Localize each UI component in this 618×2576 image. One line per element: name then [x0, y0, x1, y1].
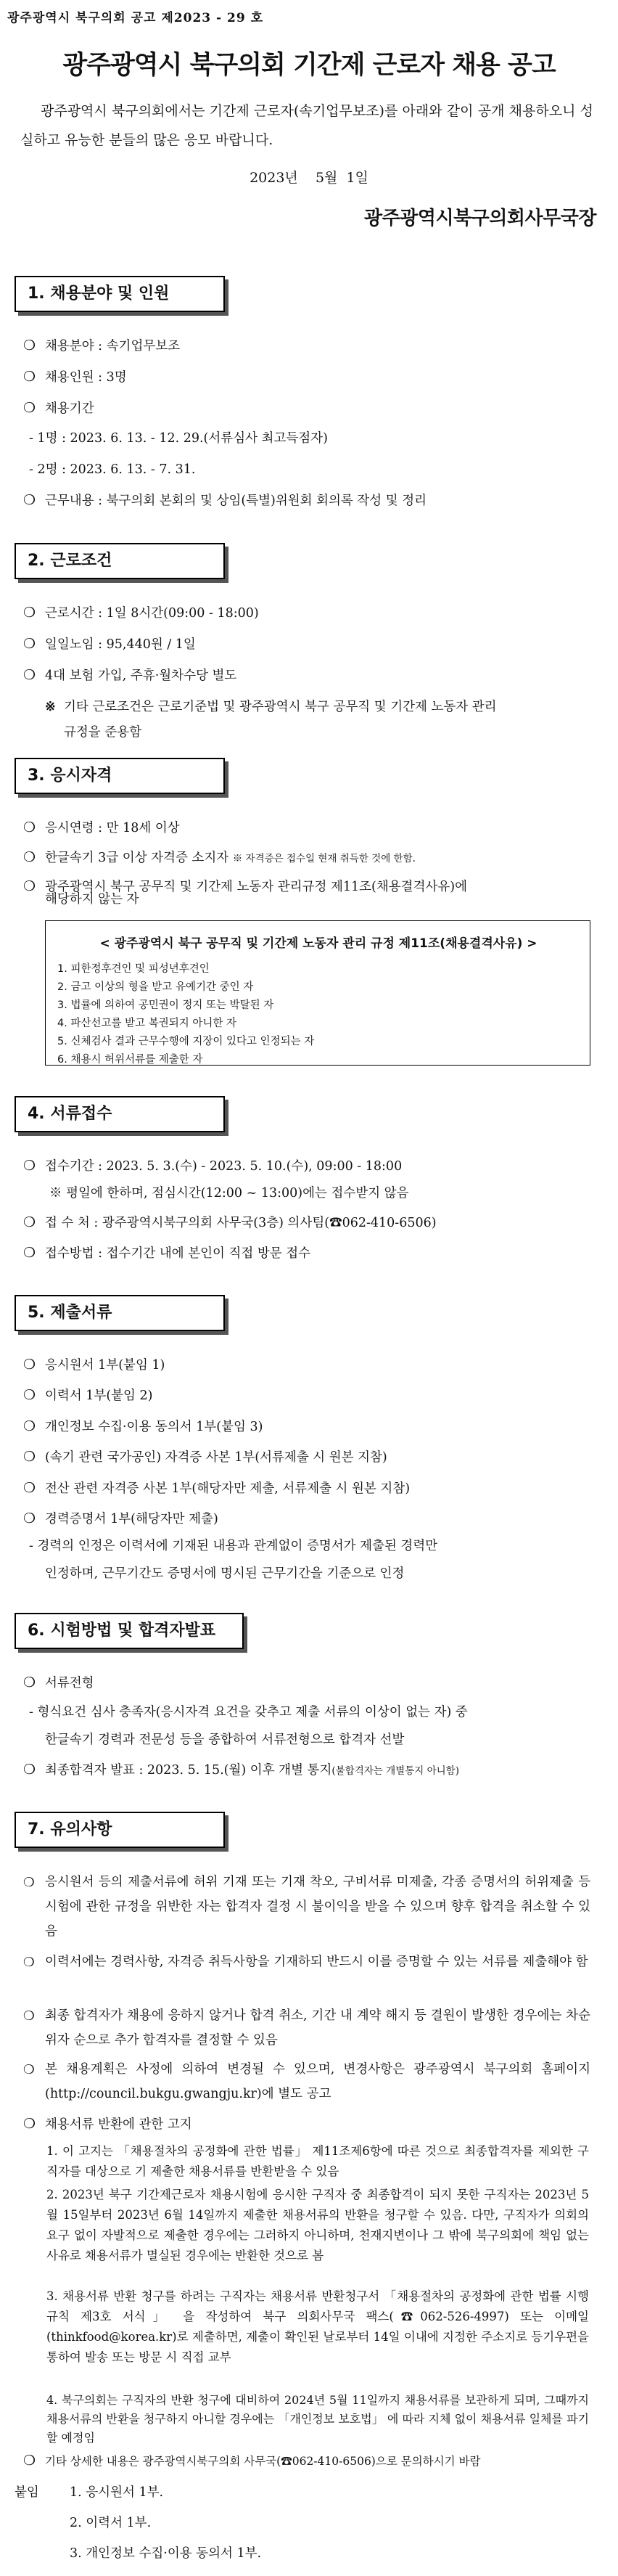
attachment-2: 2. 이력서 1부. [70, 2516, 152, 2530]
list-item: 2. 금고 이상의 형을 받고 유예기간 중인 자 [57, 981, 254, 993]
return-item-2: 2. 2023년 북구 기간제근로자 채용시험에 응시한 구직자 중 최종합격이 되지 못한 구직자는 2023년 5월 15일부터 2023년 6월 14일까지 제출한 채용서류의 반환을 청구할 수 있음. 다만, 구직자가 의회의 요구 없이 자발적으로 제출한 경우에는 그러하지 아니하며, 천재지변이나 그 밖에 북구의회에 책임 없는 사유로 채용서류가 멸실된 경우에는 반환한 것으로 봄 [46, 2188, 589, 2262]
return-item-4: 4. 북구의회는 구직자의 반환 청구에 대비하여 2024년 5월 11일까지 채용서류를 보관하게 되며, 그때까지 채용서류의 반환을 청구하지 아니할 경우에는 「개인정보 보호법」 에 따라 지체 없이 채용서류 일체를 파기할 예정임 [46, 2393, 589, 2445]
recruit-work [23, 490, 427, 511]
bullet-icon: ❍ [23, 1214, 36, 1230]
disqualification-title: < 광주광역시 북구 공무직 및 기간제 노동자 관리 규정 제11조(채용결격사유) > [99, 936, 537, 951]
exam-1 [23, 1672, 94, 1693]
notice-5-text: 채용서류 반환에 관한 고지 [45, 2117, 192, 2132]
section-header-exam: 6. 시험방법 및 합격자발표 [15, 1613, 244, 1649]
recruit-count-text: 채용인원 : 3명 [45, 370, 127, 385]
bullet-icon: ❍ [23, 1357, 36, 1373]
section-header-application: 4. 서류접수 [15, 1096, 225, 1132]
notice-5 [23, 2114, 192, 2135]
recruit-period-2: - 2명 : 2023. 6. 13. - 7. 31. [29, 462, 196, 477]
bullet-icon: ❍ [23, 878, 36, 894]
exam-3-note: (불합격자는 개별통지 아니함) [331, 1765, 459, 1777]
list-item: 6. 채용시 허위서류를 제출한 자 [57, 1054, 203, 1066]
doc-5-text: 전산 관련 자격증 사본 1부(해당자만 제출, 서류제출 시 원본 지참) [45, 1481, 411, 1496]
notice-bullet-3: ❍ [23, 2009, 35, 2024]
bullet-icon: ❍ [23, 400, 36, 416]
recruit-field [23, 335, 180, 356]
cond-wage [23, 634, 196, 655]
list-item: 5. 신체검사 결과 근무수행에 지장이 있다고 인정되는 자 [57, 1036, 315, 1047]
qual-rule-cont: 해당하지 않는 자 [45, 892, 139, 907]
notice-bullet-1: ❍ [23, 1876, 35, 1890]
note-mark-icon: ※ [45, 700, 56, 714]
recruit-count [23, 367, 127, 388]
section-header-documents: 5. 제출서류 [15, 1295, 225, 1331]
bullet-icon: ❍ [23, 1387, 36, 1403]
doc-1-text: 응시원서 1부(붙임 1) [45, 1358, 165, 1373]
return-item-3: 3. 채용서류 반환 청구를 하려는 구직자는 채용서류 반환청구서 「채용절차의 공정화에 관한 법률 시행규칙 제3호 서식」 을 작성하여 북구 의회사무국 팩스(☎062-526-4997) 또는 이메일(thinkfood@korea.kr)로 제출하면, 제출이 확인된 날로부터 14일 이내에 지정한 주소지로 등기우편을 통하여 발송 또는 방문 시 직접 교부 [46, 2289, 589, 2364]
bullet-icon: ❍ [23, 1418, 36, 1434]
notice-6-text: 기타 상세한 내용은 광주광역시북구의회 사무국(☎062-410-6506)으로 문의하시기 바람 [45, 2455, 481, 2468]
cond-insurance [23, 665, 236, 686]
notice-2: 이력서에는 경력사항, 자격증 취득사항을 기재하되 반드시 이를 증명할 수 있는 서류를 제출해야 함 [45, 1955, 588, 1969]
app-method [23, 1243, 310, 1264]
bullet-icon: ❍ [23, 849, 36, 865]
exam-3-text: 최종합격자 발표 : 2023. 5. 15.(월) 이후 개별 통지 [45, 1763, 332, 1778]
qual-cert-text: 한글속기 3급 이상 자격증 소지자 [45, 851, 229, 865]
bullet-icon: ❍ [23, 1762, 36, 1778]
doc-7-cont: 인정하며, 근무기간도 증명서에 명시된 근무기간을 기준으로 인정 [45, 1566, 405, 1581]
cond-insurance-text: 4대 보험 가입, 주휴·월차수당 별도 [45, 668, 237, 683]
bullet-icon: ❍ [23, 667, 36, 683]
page-title: 광주광역시 북구의회 기간제 근로자 채용 공고 [62, 50, 556, 80]
issuer-name: 광주광역시북구의회사무국장 [363, 208, 596, 229]
app-place-text: 접 수 처 : 광주광역시북구의회 사무국(3층) 의사팀(☎062-410-6506) [45, 1216, 437, 1230]
recruit-field-text: 채용분야 : 속기업무보조 [45, 339, 181, 353]
cond-note-text: 기타 근로조건은 근로기준법 및 광주광역시 북구 공무직 및 기간제 노동자 관리 [64, 700, 497, 714]
bullet-icon: ❍ [23, 1245, 36, 1261]
attachments-label: 붙임 [15, 2485, 39, 2500]
bullet-icon: ❍ [23, 1480, 36, 1496]
return-item-1: 1. 이 고지는 「채용절차의 공정화에 관한 법률」 제11조제6항에 따른 것으로 최종합격자를 제외한 구직자를 대상으로 기 제출한 채용서류를 반환받을 수 있음 [46, 2144, 589, 2178]
cond-hours-text: 근로시간 : 1일 8시간(09:00 - 18:00) [45, 606, 259, 621]
cond-note [45, 697, 497, 717]
app-method-text: 접수방법 : 접수기간 내에 본인이 직접 방문 접수 [45, 1246, 311, 1261]
recruit-period-1: - 1명 : 2023. 6. 13. - 12. 29.(서류심사 최고득점자) [29, 431, 328, 446]
qual-age-text: 응시연령 : 만 18세 이상 [45, 821, 180, 835]
notice-1: 응시원서 등의 제출서류에 허위 기재 또는 기재 착오, 구비서류 미제출, 각종 증명서의 허위제출 등 시험에 관한 규정을 위반한 자는 합격자 결정 시 불이익을 받을 수 있으며 향후 합격을 취소할 수 있음 [45, 1875, 590, 1939]
section-header-notices: 7. 유의사항 [15, 1812, 225, 1848]
section-header-recruitment: 1. 채용분야 및 인원 [15, 276, 225, 312]
bullet-icon: ❍ [23, 338, 36, 353]
disqualification-box [45, 920, 590, 1066]
app-note: ※ 평일에 한하며, 점심시간(12:00 ~ 13:00)에는 접수받지 않음 [49, 1186, 409, 1201]
bullet-icon: ❍ [23, 636, 36, 652]
notice-3: 최종 합격자가 채용에 응하지 않거나 합격 취소, 기간 내 계약 해지 등 결원이 발생한 경우에는 차순위자 순으로 추가 합격자를 결정할 수 있음 [45, 2008, 590, 2048]
bullet-icon: ❍ [23, 492, 36, 508]
cond-note-cont: 규정을 준용함 [64, 725, 141, 740]
announcement-date: 2023년 5월 1일 [250, 170, 368, 186]
doc-2 [23, 1385, 152, 1406]
doc-3-text: 개인정보 수집·이용 동의서 1부(붙임 3) [45, 1420, 263, 1434]
bullet-icon: ❍ [23, 819, 36, 835]
bullet-icon: ❍ [23, 1675, 36, 1690]
section-header-qualifications: 3. 응시자격 [15, 758, 225, 794]
app-period-text: 접수기간 : 2023. 5. 3.(수) - 2023. 5. 10.(수), 09:00 - 18:00 [45, 1159, 403, 1174]
exam-3 [23, 1759, 459, 1781]
cond-wage-text: 일일노임 : 95,440원 / 1일 [45, 637, 196, 652]
exam-1-text: 서류전형 [45, 1676, 94, 1690]
exam-2-cont: 한글속기 경력과 전문성 등을 종합하여 서류전형으로 합격자 선발 [45, 1733, 405, 1747]
list-item: 3. 법률에 의하여 공민권이 정지 또는 박탈된 자 [57, 999, 274, 1011]
qual-cert-note: ※ 자격증은 접수일 현재 취득한 것에 한함. [232, 853, 416, 864]
notice-bullet-4: ❍ [23, 2063, 35, 2077]
notice-6 [23, 2450, 480, 2471]
qual-rule-text: 광주광역시 북구 공무직 및 기간제 노동자 관리규정 제11조(채용결격사유)에 [45, 880, 468, 894]
doc-5 [23, 1478, 410, 1499]
doc-6 [23, 1508, 218, 1529]
list-item: 1. 피한정후견인 및 피성년후견인 [57, 963, 210, 975]
list-item: 4. 파산선고를 받고 복권되지 아니한 자 [57, 1018, 236, 1029]
doc-4-text: (속기 관련 국가공인) 자격증 사본 1부(서류제출 시 원본 지참) [45, 1450, 387, 1465]
doc-1 [23, 1354, 165, 1375]
bullet-icon: ❍ [23, 2116, 36, 2132]
app-period [23, 1156, 402, 1177]
notice-4: 본 채용계획은 사정에 의하여 변경될 수 있으며, 변경사항은 광주광역시 북구의회 홈페이지(http://council.bukgu.gwangju.kr)에 별도 공고 [45, 2062, 590, 2101]
attachment-3: 3. 개인정보 수집·이용 동의서 1부. [70, 2546, 262, 2561]
doc-6-text: 경력증명서 1부(해당자만 제출) [45, 1512, 218, 1526]
announcement-number: 광주광역시 북구의회 공고 제2023 - 29 호 [7, 11, 264, 25]
bullet-icon: ❍ [23, 1449, 36, 1465]
qual-cert [23, 847, 416, 869]
qual-age [23, 817, 180, 838]
exam-2: - 형식요건 심사 충족자(응시자격 요건을 갖추고 제출 서류의 이상이 없는 자) 중 [29, 1705, 468, 1720]
recruit-work-text: 근무내용 : 북구의회 본회의 및 상임(특별)위원회 회의록 작성 및 정리 [45, 494, 427, 508]
doc-7: - 경력의 인정은 이력서에 기재된 내용과 관계없이 증명서가 제출된 경력만 [29, 1539, 438, 1553]
section-header-conditions: 2. 근로조건 [15, 543, 225, 579]
bullet-icon: ❍ [23, 2453, 36, 2469]
doc-2-text: 이력서 1부(붙임 2) [45, 1389, 153, 1403]
recruit-period-text: 채용기간 [45, 401, 94, 416]
recruit-period [23, 398, 94, 419]
bullet-icon: ❍ [23, 1158, 36, 1174]
bullet-icon: ❍ [23, 369, 36, 385]
bullet-icon: ❍ [23, 605, 36, 621]
app-place [23, 1212, 437, 1233]
cond-hours [23, 602, 259, 623]
attachment-1: 1. 응시원서 1부. [70, 2485, 164, 2500]
bullet-icon: ❍ [23, 1510, 36, 1526]
intro-paragraph: 광주광역시 북구의회에서는 기간제 근로자(속기업무보조)를 아래와 같이 공개 채용하오니 성실하고 유능한 분들의 많은 응모 바랍니다. [20, 103, 593, 148]
doc-3 [23, 1416, 263, 1437]
notice-bullet-2: ❍ [23, 1955, 35, 1970]
doc-4 [23, 1447, 387, 1468]
